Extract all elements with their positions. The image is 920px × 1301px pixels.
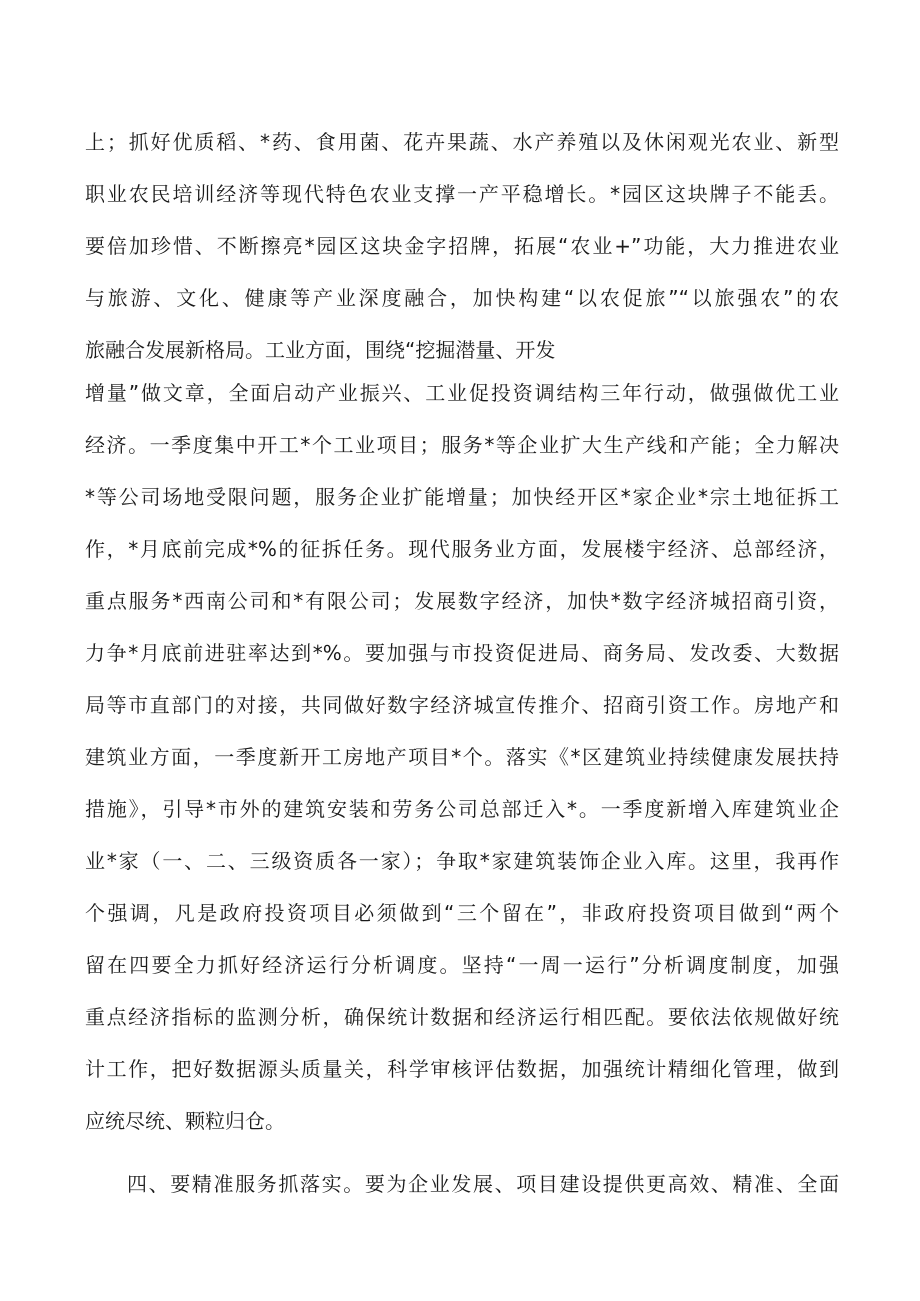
- text-line: 力争*月底前进驻率达到*%。要加强与市投资促进局、商务局、发改委、大数据: [85, 641, 839, 665]
- text-line: 局等市直部门的对接，共同做好数字经济城宣传推介、招商引资工作。房地产和: [85, 693, 839, 717]
- text-line: 经济。一季度集中开工*个工业项目；服务*等企业扩大生产线和产能；全力解决: [85, 433, 839, 457]
- text-line: 应统尽统、颗粒归仓。: [85, 1109, 285, 1133]
- text-line: 重点经济指标的监测分析，确保统计数据和经济运行相匹配。要依法依规做好统: [85, 1005, 839, 1029]
- text-line: *等公司场地受限问题，服务企业扩能增量；加快经开区*家企业*宗土地征拆工: [85, 485, 839, 509]
- text-line: 增量”做文章，全面启动产业振兴、工业促投资调结构三年行动，做强做优工业: [85, 381, 839, 405]
- text-line: 作，*月底前完成*%的征拆任务。现代服务业方面，发展楼宇经济、总部经济，: [85, 537, 839, 561]
- text-line: 四、要精准服务抓落实。要为企业发展、项目建设提供更高效、精准、全面: [127, 1172, 839, 1196]
- text-line: 与旅游、文化、健康等产业深度融合，加快构建“以农促旅”“以旅强农”的农: [85, 286, 839, 310]
- text-line: 旅融合发展新格局。工业方面，围绕“挖掘潜量、开发: [85, 338, 556, 362]
- text-line: 建筑业方面，一季度新开工房地产项目*个。落实《*区建筑业持续健康发展扶持: [85, 745, 839, 769]
- text-line: 业*家（一、二、三级资质各一家）；争取*家建筑装饰企业入库。这里，我再作: [85, 849, 839, 873]
- text-line: 职业农民培训经济等现代特色农业支撑一产平稳增长。*园区这块牌子不能丢。: [85, 182, 839, 206]
- text-line: 要倍加珍惜、不断擦亮*园区这块金字招牌，拓展“农业+”功能，大力推进农业: [85, 234, 839, 258]
- text-line: 重点服务*西南公司和*有限公司；发展数字经济，加快*数字经济城招商引资，: [85, 589, 839, 613]
- text-line: 个强调，凡是政府投资项目必须做到“三个留在”，非政府投资项目做到“两个: [85, 901, 839, 925]
- text-line: 计工作，把好数据源头质量关，科学审核评估数据，加强统计精细化管理，做到: [85, 1057, 839, 1081]
- text-line: 上；抓好优质稻、*药、食用菌、花卉果蔬、水产养殖以及休闲观光农业、新型: [85, 130, 839, 154]
- text-line: 留在四要全力抓好经济运行分析调度。坚持“一周一运行”分析调度制度，加强: [85, 953, 839, 977]
- text-line: 措施》，引导*市外的建筑安装和劳务公司总部迁入*。一季度新增入库建筑业企: [85, 797, 839, 821]
